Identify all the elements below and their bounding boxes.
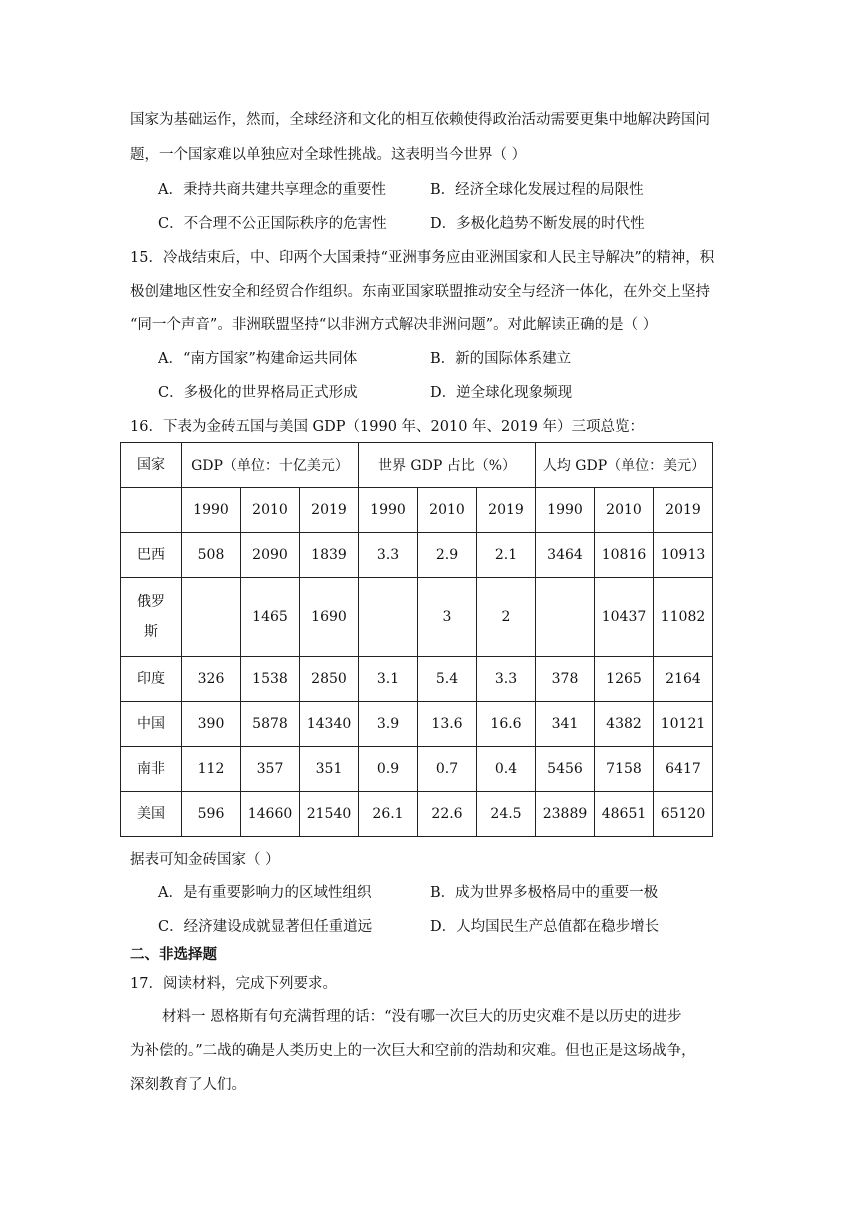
value-cell: 16.6 bbox=[477, 702, 536, 747]
value-cell: 1265 bbox=[595, 657, 654, 702]
value-cell: 13.6 bbox=[418, 702, 477, 747]
value-cell: 5.4 bbox=[418, 657, 477, 702]
value-cell: 508 bbox=[182, 533, 241, 578]
q16-stem: 据表可知金砖国家（ ） bbox=[130, 852, 280, 868]
country-cell-line2: 斯 bbox=[144, 624, 158, 640]
country-cell: 南非 bbox=[121, 747, 182, 792]
value-cell: 2 bbox=[477, 578, 536, 657]
value-cell: 65120 bbox=[654, 792, 713, 837]
year-cell: 2010 bbox=[241, 488, 300, 533]
q15-option-b: B．新的国际体系建立 bbox=[430, 351, 572, 367]
value-cell: 21540 bbox=[300, 792, 359, 837]
year-cell: 2010 bbox=[418, 488, 477, 533]
gdp-table bbox=[120, 442, 713, 837]
value-cell: 326 bbox=[182, 657, 241, 702]
country-cell: 巴西 bbox=[121, 533, 182, 578]
value-cell: 0.7 bbox=[418, 747, 477, 792]
value-cell: 5456 bbox=[536, 747, 595, 792]
value-cell: 357 bbox=[241, 747, 300, 792]
value-cell: 3.1 bbox=[359, 657, 418, 702]
q14-option-d: D．多极化趋势不断发展的时代性 bbox=[430, 216, 645, 232]
q14-line1: 国家为基础运作，然而，全球经济和文化的相互依赖使得政治活动需要更集中地解决跨国问 bbox=[130, 112, 710, 128]
value-cell: 3.3 bbox=[359, 533, 418, 578]
value-cell: 10913 bbox=[654, 533, 713, 578]
value-cell: 4382 bbox=[595, 702, 654, 747]
year-cell: 2010 bbox=[595, 488, 654, 533]
value-cell: 0.4 bbox=[477, 747, 536, 792]
value-cell: 11082 bbox=[654, 578, 713, 657]
country-cell: 美国 bbox=[121, 792, 182, 837]
value-cell bbox=[182, 578, 241, 657]
table-row bbox=[121, 747, 713, 792]
table-empty-cell bbox=[121, 488, 182, 533]
q15-option-c: C．多极化的世界格局正式形成 bbox=[158, 385, 358, 401]
q14-option-c: C．不合理不公正国际秩序的危害性 bbox=[158, 216, 387, 232]
value-cell: 2.9 bbox=[418, 533, 477, 578]
country-cell: 印度 bbox=[121, 657, 182, 702]
q17-intro: 17．阅读材料，完成下列要求。 bbox=[130, 976, 337, 992]
value-cell: 1465 bbox=[241, 578, 300, 657]
table-row bbox=[121, 533, 713, 578]
country-cell-line1: 俄罗 bbox=[137, 594, 165, 610]
table-row bbox=[121, 792, 713, 837]
q14-option-b: B．经济全球化发展过程的局限性 bbox=[430, 182, 644, 198]
table-corner-cell: 国家 bbox=[121, 443, 182, 488]
value-cell: 23889 bbox=[536, 792, 595, 837]
value-cell: 1690 bbox=[300, 578, 359, 657]
table-row bbox=[121, 702, 713, 747]
value-cell: 390 bbox=[182, 702, 241, 747]
year-cell: 1990 bbox=[359, 488, 418, 533]
q15-option-a: A．“南方国家”构建命运共同体 bbox=[158, 351, 358, 367]
year-cell: 2019 bbox=[300, 488, 359, 533]
country-cell bbox=[121, 578, 182, 657]
value-cell: 14340 bbox=[300, 702, 359, 747]
value-cell: 6417 bbox=[654, 747, 713, 792]
q16-option-b: B．成为世界多极格局中的重要一极 bbox=[430, 885, 659, 901]
q15-line1: 15．冷战结束后，中、印两个大国秉持“亚洲事务应由亚洲国家和人民主导解决”的精神，积 bbox=[130, 250, 715, 266]
value-cell: 3 bbox=[418, 578, 477, 657]
q15-line3: “同一个声音”。非洲联盟坚持“以非洲方式解决非洲问题”。对此解读正确的是（ ） bbox=[130, 317, 658, 333]
q16-option-c: C．经济建设成就显著但任重道远 bbox=[158, 919, 373, 935]
year-cell: 1990 bbox=[182, 488, 241, 533]
value-cell: 596 bbox=[182, 792, 241, 837]
year-cell: 1990 bbox=[536, 488, 595, 533]
value-cell: 3464 bbox=[536, 533, 595, 578]
value-cell: 5878 bbox=[241, 702, 300, 747]
q16-option-d: D．人均国民生产总值都在稳步增长 bbox=[430, 919, 660, 935]
q15-option-d: D．逆全球化现象频现 bbox=[430, 385, 573, 401]
table-header-row bbox=[121, 443, 713, 488]
value-cell: 14660 bbox=[241, 792, 300, 837]
table-group-header-per-capita: 人均 GDP（单位：美元） bbox=[536, 443, 713, 488]
value-cell: 2.1 bbox=[477, 533, 536, 578]
year-cell: 2019 bbox=[477, 488, 536, 533]
value-cell: 1839 bbox=[300, 533, 359, 578]
value-cell: 112 bbox=[182, 747, 241, 792]
value-cell: 378 bbox=[536, 657, 595, 702]
value-cell: 48651 bbox=[595, 792, 654, 837]
table-row bbox=[121, 578, 713, 657]
value-cell: 7158 bbox=[595, 747, 654, 792]
q14-option-a: A．秉持共商共建共享理念的重要性 bbox=[158, 182, 386, 198]
value-cell: 351 bbox=[300, 747, 359, 792]
value-cell: 1538 bbox=[241, 657, 300, 702]
q16-intro: 16．下表为金砖五国与美国 GDP（1990 年、2010 年、2019 年）三项总览： bbox=[130, 419, 645, 435]
value-cell: 3.9 bbox=[359, 702, 418, 747]
table-group-header-gdp: GDP（单位：十亿美元） bbox=[182, 443, 359, 488]
section-title: 二、非选择题 bbox=[130, 946, 217, 963]
q17-material1-line1: 材料一 恩格斯有句充满哲理的话：“没有哪一次巨大的历史灾难不是以历史的进步 bbox=[162, 1009, 682, 1025]
country-cell: 中国 bbox=[121, 702, 182, 747]
value-cell: 0.9 bbox=[359, 747, 418, 792]
q15-line2: 极创建地区性安全和经贸合作组织。东南亚国家联盟推动安全与经济一体化，在外交上坚持 bbox=[130, 284, 710, 300]
value-cell bbox=[536, 578, 595, 657]
q17-material1-line2: 为补偿的。”二战的确是人类历史上的一次巨大和空前的浩劫和灾难。但也正是这场战争， bbox=[130, 1043, 696, 1059]
value-cell: 10816 bbox=[595, 533, 654, 578]
value-cell: 2164 bbox=[654, 657, 713, 702]
value-cell: 2090 bbox=[241, 533, 300, 578]
table-group-header-share: 世界 GDP 占比（%） bbox=[359, 443, 536, 488]
q17-material1-line3: 深刻教育了人们。 bbox=[130, 1077, 246, 1093]
value-cell: 2850 bbox=[300, 657, 359, 702]
year-cell: 2019 bbox=[654, 488, 713, 533]
value-cell: 22.6 bbox=[418, 792, 477, 837]
value-cell: 26.1 bbox=[359, 792, 418, 837]
value-cell: 10121 bbox=[654, 702, 713, 747]
value-cell: 3.3 bbox=[477, 657, 536, 702]
value-cell: 24.5 bbox=[477, 792, 536, 837]
table-row bbox=[121, 657, 713, 702]
q14-line2: 题，一个国家难以单独应对全球性挑战。这表明当今世界（ ） bbox=[130, 147, 527, 163]
value-cell: 10437 bbox=[595, 578, 654, 657]
value-cell: 341 bbox=[536, 702, 595, 747]
table-year-row bbox=[121, 488, 713, 533]
value-cell bbox=[359, 578, 418, 657]
q16-option-a: A．是有重要影响力的区域性组织 bbox=[158, 885, 372, 901]
